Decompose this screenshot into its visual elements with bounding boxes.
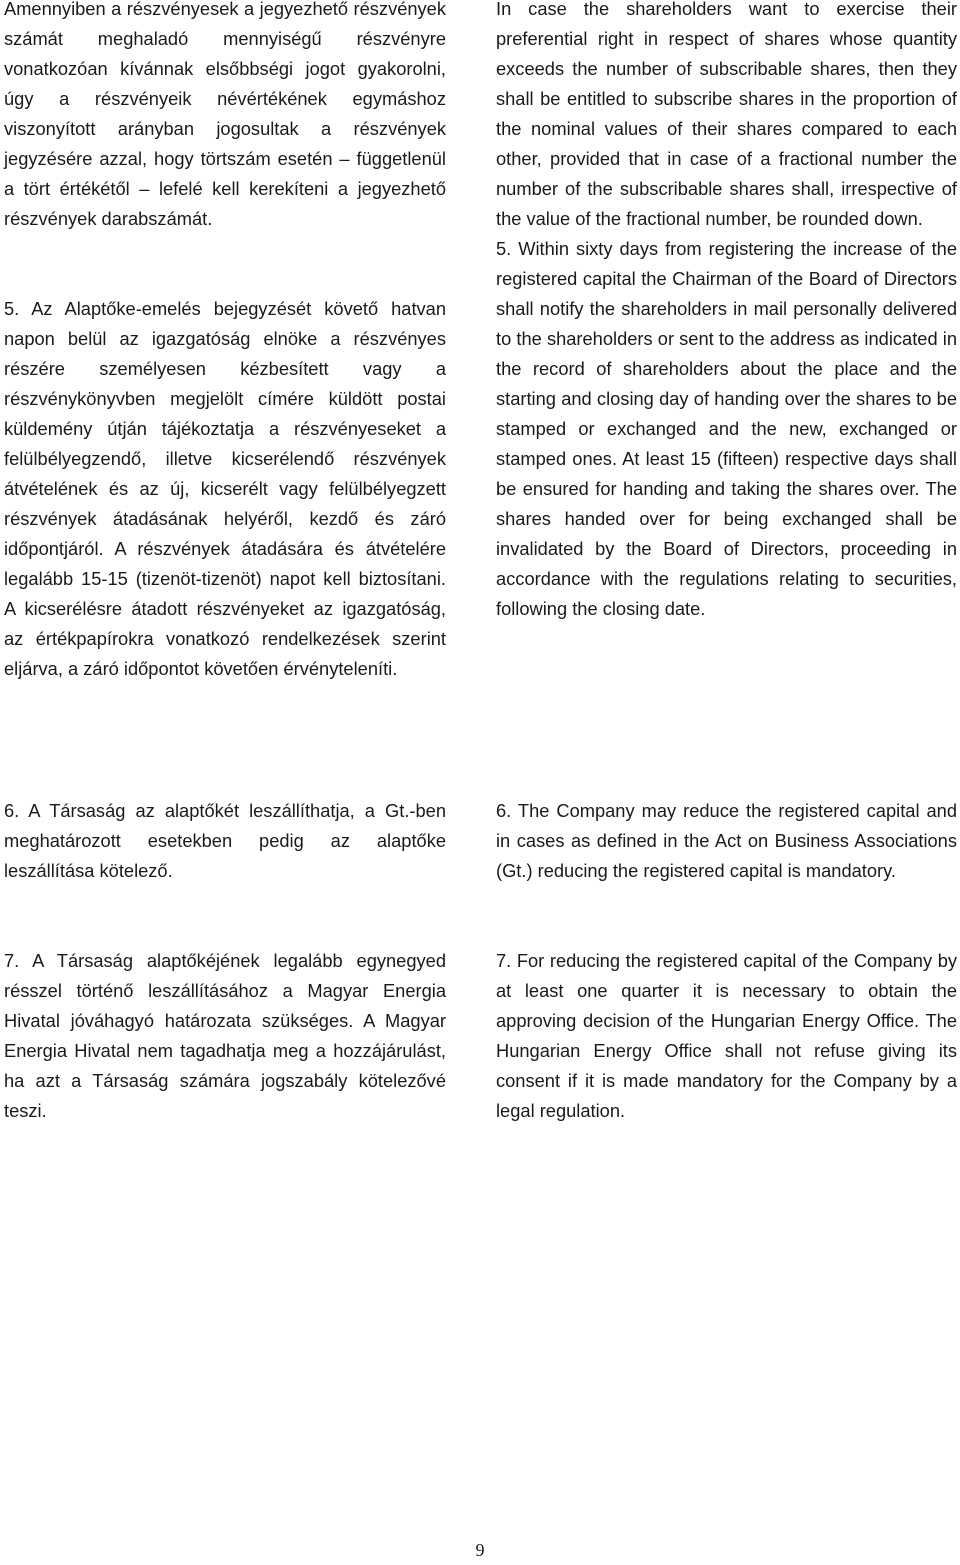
english-paragraph-5: 5. Within sixty days from registering the increase of the registered capital the Chairman of the Board of Directors shall notify the shareholders in mail personally delivered to the shareholders or sent to the address as indicated in the record of shareholders about the place and the starting and closing day of handing over the shares to be stamped or exchanged and the new, exchanged or stamped ones. At least 15 (fifteen) respective days shall be ensured for handing and taking the shares over. The shares handed over for being exchanged shall be invalidated by the Board of Directors, proceeding in accordance with the regulations relating to securities, following the closing date. <box>496 238 957 619</box>
english-paragraph-7: 7. For reducing the registered capital of the Company by at least one quarter it is necessary to obtain the approving decision of the Hungarian Energy Office. The Hungarian Energy Office shall not refuse giving its consent if it is made mandatory for the Company by a legal regulation. <box>496 950 957 1121</box>
english-column <box>496 0 957 1121</box>
hungarian-paragraph-6: 6. A Társaság az alaptőkét leszállíthatja, a Gt.-ben meghatározott esetekben pedig az alaptőke leszállítása kötelező. <box>4 800 446 881</box>
hungarian-paragraph-7: 7. A Társaság alaptőkéjének legalább egynegyed résszel történő leszállításához a Magyar Energia Hivatal jóváhagyó határozata szükséges. A Magyar Energia Hivatal nem tagadhatja meg a hozzájárulást, ha azt a Társaság számára jogszabály kötelezővé teszi. <box>4 950 446 1121</box>
hungarian-paragraph-preferential-right: Amennyiben a részvényesek a jegyezhető részvények számát meghaladó mennyiségű részvényre vonatkozóan kívánnak elsőbbségi jogot gyakorolni, úgy a részvényeik névértékének egymáshoz viszonyított arányban jogosultak a részvények jegyzésére azzal, hogy törtszám esetén – függetlenül a tört értékétől – lefelé kell kerekíteni a jegyezhető részvények darabszámát. <box>4 0 446 229</box>
english-paragraph-preferential-right: In case the shareholders want to exercise their preferential right in respect of shares whose quantity exceeds the number of subscribable shares, then they shall be entitled to subscribe shares in the proportion of the nominal values of their shares compared to each other, provided that in case of a fractional number the number of the subscribable shares shall, irrespective of the value of the fractional number, be rounded down. <box>496 0 957 229</box>
page-number: 9 <box>475 1540 485 1560</box>
hungarian-paragraph-5: 5. Az Alaptőke-emelés bejegyzését követő hatvan napon belül az igazgatóság elnöke a részvényes részére személyesen kézbesített vagy a részvénykönyvben megjelölt címére küldött postai küldemény útján tájékoztatja a részvényeseket a felülbélyegzendő, illetve kicserélendő részvények átvételének és az új, kicserélt vagy felülbélyegzett részvények átadásának helyéről, kezdő és záró időpontjáról. A részvények átadására és átvételére legalább 15-15 (tizenöt-tizenöt) napot kell biztosítani. A kicserélésre átadott részvényeket az igazgatóság, az értékpapírokra vonatkozó rendelkezések szerint eljárva, a záró időpontot követően érvényteleníti. <box>4 298 446 679</box>
english-paragraph-6: 6. The Company may reduce the registered capital and in cases as defined in the Act on Business Associations (Gt.) reducing the registered capital is mandatory. <box>496 800 957 881</box>
hungarian-column <box>4 0 446 1121</box>
